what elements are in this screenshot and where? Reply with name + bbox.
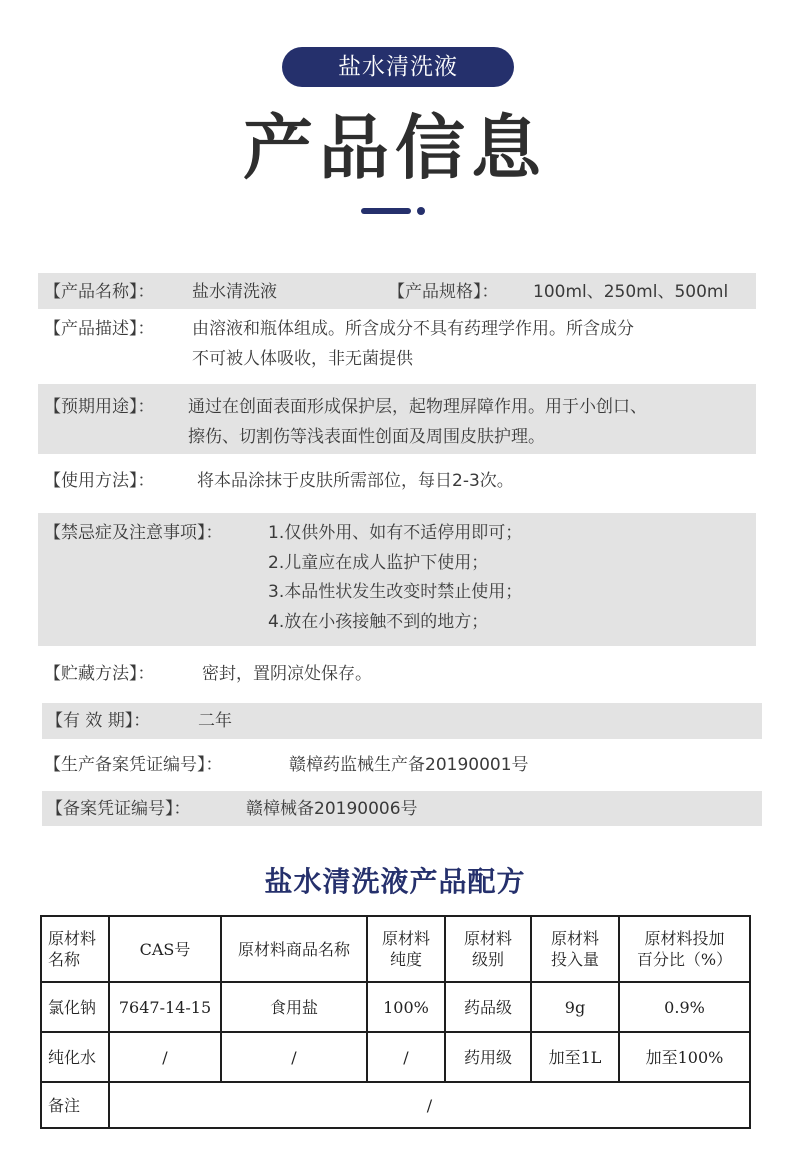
intended-use-line-1: 通过在创面表面形成保护层，起物理屏障作用。用于小创口、 [188, 397, 647, 417]
header-cell: 原材料商品名称 [221, 916, 367, 982]
table-cell: 药品级 [445, 982, 531, 1032]
storage-value: 密封，置阴凉处保存。 [202, 664, 372, 684]
table-cell: 0.9% [619, 982, 750, 1032]
header-cell: 原材料 纯度 [367, 916, 445, 982]
remark-label: 备注 [41, 1082, 109, 1128]
intended-use-label: 【预期用途】： [44, 397, 155, 417]
validity-value: 二年 [198, 711, 232, 731]
usage-value: 将本品涂抹于皮肤所需部位，每日2-3次。 [197, 471, 514, 491]
formula-title: 盐水清洗液产品配方 [264, 865, 526, 898]
table-cell: 100% [367, 982, 445, 1032]
table-cell: 9g [531, 982, 619, 1032]
product-name-value: 盐水清洗液 [192, 282, 277, 302]
header-cell: 原材料 名称 [41, 916, 109, 982]
table-row [41, 1032, 750, 1082]
table-cell: 加至100% [619, 1032, 750, 1082]
contraindication-item: 3.本品性状发生改变时禁止使用； [268, 582, 523, 602]
production-cert-label: 【生产备案凭证编号】： [44, 755, 223, 775]
product-desc-line-1: 由溶液和瓶体组成。所含成分不具有药理学作用。所含成分 [192, 319, 634, 339]
table-cell: 加至1L [531, 1032, 619, 1082]
product-spec-value: 100ml、250ml、500ml [533, 282, 729, 302]
production-cert-value: 赣樟药监械生产备20190001号 [289, 755, 529, 775]
table-cell: / [367, 1032, 445, 1082]
header-cell: 原材料投加 百分比（%） [619, 916, 750, 982]
contraindication-item: 4.放在小孩接触不到的地方； [268, 612, 489, 632]
remark-value: / [109, 1082, 750, 1128]
usage-label: 【使用方法】： [44, 471, 155, 491]
storage-label: 【贮藏方法】： [44, 664, 155, 684]
header-cell: CAS号 [109, 916, 221, 982]
table-header-row [41, 916, 750, 982]
remark-row [41, 1082, 750, 1128]
title-underline-dot [417, 207, 425, 215]
title-underline-bar [361, 208, 411, 214]
header-cell: 原材料 投入量 [531, 916, 619, 982]
table-cell: 纯化水 [41, 1032, 109, 1082]
product-name-label: 【产品名称】： [44, 282, 155, 302]
product-desc-line-2: 不可被人体吸收，非无菌提供 [192, 349, 413, 369]
table-cell: 氯化钠 [41, 982, 109, 1032]
table-cell: 药用级 [445, 1032, 531, 1082]
product-badge: 盐水清洗液 [282, 47, 514, 87]
filing-cert-value: 赣樟械备20190006号 [246, 799, 418, 819]
contraindications-label: 【禁忌症及注意事项】： [44, 523, 223, 543]
contraindication-item: 2.儿童应在成人监护下使用； [268, 553, 489, 573]
product-desc-label: 【产品描述】： [44, 319, 155, 339]
table-cell: / [221, 1032, 367, 1082]
table-cell: 食用盐 [221, 982, 367, 1032]
header-cell: 原材料 级别 [445, 916, 531, 982]
validity-label: 【有 效 期】： [46, 711, 151, 731]
table-cell: 7647-14-15 [109, 982, 221, 1032]
table-cell: / [109, 1032, 221, 1082]
contraindication-item: 1.仅供外用、如有不适停用即可； [268, 523, 523, 543]
product-spec-label: 【产品规格】： [388, 282, 499, 302]
page-title: 产品信息 [243, 107, 547, 189]
intended-use-line-2: 擦伤、切割伤等浅表面性创面及周围皮肤护理。 [188, 427, 545, 447]
table-row [41, 982, 750, 1032]
formula-table [40, 915, 751, 1129]
filing-cert-label: 【备案凭证编号】： [46, 799, 191, 819]
